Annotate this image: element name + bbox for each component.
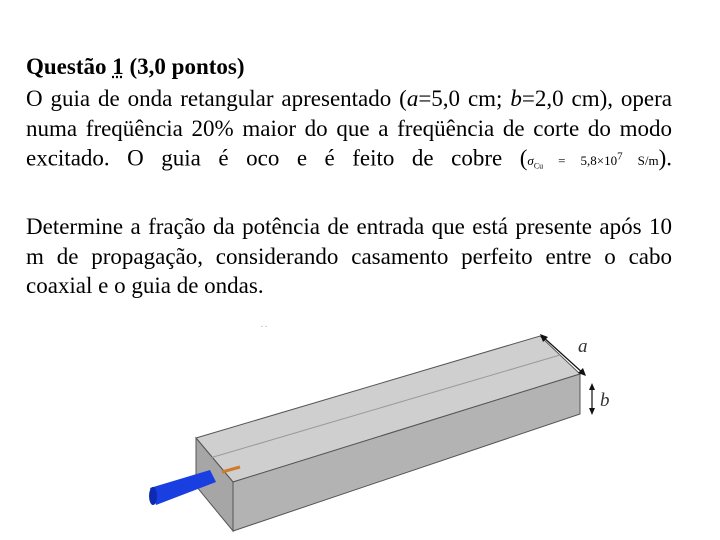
heading-prefix: Questão: [26, 54, 113, 79]
symbol-b: b: [510, 86, 522, 111]
problem-task: Determine a fração da potência de entrada que está presente após 10 m de propagação, considerando casamento perfeito entre o cabo coaxial e o guia de ondas.: [26, 214, 672, 298]
stray-mark: . .: [261, 320, 267, 329]
question-points: (3,0 pontos): [123, 54, 245, 79]
value-a: =5,0 cm;: [418, 86, 511, 111]
dimension-b-arrowhead-top: [589, 383, 595, 390]
statement-part-1: O guia de onda retangular apresentado (: [26, 86, 407, 111]
coax-cable-end: [149, 487, 157, 505]
statement-end: ).: [658, 145, 672, 171]
dimension-b-label: b: [600, 390, 610, 411]
sigma-symbol: σ: [527, 153, 534, 169]
sigma-value: = 5,8×10: [543, 153, 618, 169]
sigma-unit: S/m: [622, 153, 659, 169]
question-number: 1: [112, 54, 124, 79]
sigma-subscript: Cu: [533, 161, 544, 171]
symbol-a: a: [406, 86, 419, 111]
statement-part-2: =2,0 cm), opera numa freqüência 20% maior do que a freqüência de corte do modo excitado. O guia é oco e é feito de cobre (: [26, 86, 673, 171]
sigma-exponent: 7: [617, 151, 623, 163]
dimension-a-label: a: [578, 336, 588, 357]
dimension-b-arrowhead-bottom: [589, 408, 595, 415]
